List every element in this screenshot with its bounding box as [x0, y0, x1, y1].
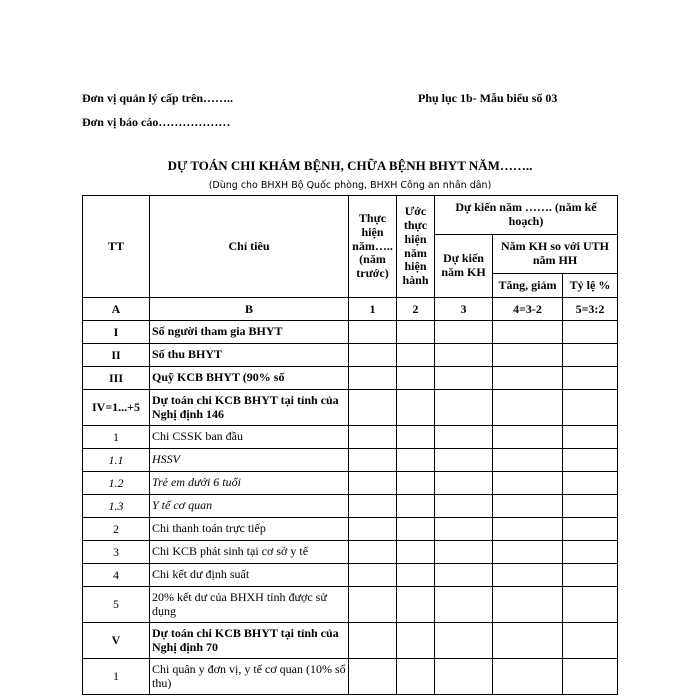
value-cell: [397, 449, 435, 472]
row-label: Y tế cơ quan: [150, 495, 349, 518]
row-label: Chi quân y đơn vị, y tế cơ quan (10% số thu): [150, 659, 349, 695]
header-ty-le: Tỷ lệ %: [563, 274, 618, 298]
header-du-kien-nam-kh: Dự kiến năm KH: [435, 235, 493, 298]
table-row: [83, 472, 618, 495]
superior-unit-label: Đơn vị quản lý cấp trên……..: [82, 91, 233, 105]
row-tt: 4: [83, 564, 150, 587]
value-cell: [349, 541, 397, 564]
header-uoc-thuc-hien: Ước thực hiện năm hiện hành: [397, 196, 435, 298]
table-row: [83, 541, 618, 564]
value-cell: [349, 587, 397, 623]
header-tang-giam: Tăng, giảm: [493, 274, 563, 298]
value-cell: [493, 495, 563, 518]
value-cell: [397, 518, 435, 541]
header-du-kien-nam: Dự kiến năm ……. (năm kế hoạch): [435, 196, 618, 235]
value-cell: [397, 321, 435, 344]
row-label: Chi kết dư định suất: [150, 564, 349, 587]
value-cell: [493, 518, 563, 541]
value-cell: [397, 623, 435, 659]
value-cell: [435, 367, 493, 390]
value-cell: [435, 472, 493, 495]
header-thuc-hien: Thực hiện năm….. (năm trước): [349, 196, 397, 298]
value-cell: [493, 659, 563, 695]
value-cell: [563, 472, 618, 495]
value-cell: [563, 390, 618, 426]
value-cell: [563, 623, 618, 659]
header-nam-kh-so-voi: Năm KH so với UTH năm HH: [493, 235, 618, 274]
value-cell: [493, 426, 563, 449]
value-cell: [563, 495, 618, 518]
value-cell: [349, 321, 397, 344]
table-row: [83, 495, 618, 518]
value-cell: [493, 587, 563, 623]
table-row: [83, 344, 618, 367]
code-a: A: [83, 298, 150, 321]
value-cell: [435, 587, 493, 623]
row-label: Số thu BHYT: [150, 344, 349, 367]
row-label: 20% kết dư của BHXH tỉnh được sử dụng: [150, 587, 349, 623]
value-cell: [435, 321, 493, 344]
row-tt: 3: [83, 541, 150, 564]
value-cell: [397, 390, 435, 426]
value-cell: [397, 495, 435, 518]
row-tt: V: [83, 623, 150, 659]
value-cell: [435, 495, 493, 518]
value-cell: [349, 344, 397, 367]
code-2: 2: [397, 298, 435, 321]
table-row: [83, 321, 618, 344]
value-cell: [397, 659, 435, 695]
value-cell: [493, 541, 563, 564]
value-cell: [397, 564, 435, 587]
value-cell: [349, 623, 397, 659]
value-cell: [349, 518, 397, 541]
value-cell: [563, 541, 618, 564]
table-row: [83, 659, 618, 695]
row-tt: 1.1: [83, 449, 150, 472]
code-1: 1: [349, 298, 397, 321]
row-label: Trẻ em dưới 6 tuổi: [150, 472, 349, 495]
value-cell: [435, 390, 493, 426]
value-cell: [435, 344, 493, 367]
document-subtitle: (Dùng cho BHXH Bộ Quốc phòng, BHXH Công an nhân dân): [208, 180, 492, 191]
header-tt: TT: [83, 196, 150, 298]
value-cell: [397, 367, 435, 390]
appendix-label: Phụ lục 1b- Mẫu biểu số 03: [418, 91, 558, 105]
value-cell: [493, 564, 563, 587]
code-5: 5=3:2: [563, 298, 618, 321]
value-cell: [493, 321, 563, 344]
code-4: 4=3-2: [493, 298, 563, 321]
estimate-table: [82, 195, 618, 695]
row-label: Chi KCB phát sinh tại cơ sở y tế: [150, 541, 349, 564]
value-cell: [397, 472, 435, 495]
value-cell: [349, 659, 397, 695]
row-label: Số người tham gia BHYT: [150, 321, 349, 344]
table-row: [83, 449, 618, 472]
value-cell: [435, 564, 493, 587]
row-label: Chi thanh toán trực tiếp: [150, 518, 349, 541]
row-tt: 1: [83, 659, 150, 695]
value-cell: [493, 367, 563, 390]
value-cell: [493, 472, 563, 495]
table-row: [83, 564, 618, 587]
table-row: [83, 426, 618, 449]
row-tt: IV=1...+5: [83, 390, 150, 426]
code-b: B: [150, 298, 349, 321]
row-label: Dự toán chi KCB BHYT tại tỉnh của Nghị định 70: [150, 623, 349, 659]
row-tt: 1.2: [83, 472, 150, 495]
value-cell: [563, 344, 618, 367]
value-cell: [349, 495, 397, 518]
value-cell: [563, 518, 618, 541]
value-cell: [563, 367, 618, 390]
header-chi-tieu: Chỉ tiêu: [150, 196, 349, 298]
value-cell: [397, 426, 435, 449]
value-cell: [563, 587, 618, 623]
document-title: DỰ TOÁN CHI KHÁM BỆNH, CHỮA BỆNH BHYT NĂM……..: [167, 158, 533, 173]
table-row: [83, 623, 618, 659]
value-cell: [349, 367, 397, 390]
value-cell: [563, 564, 618, 587]
code-3: 3: [435, 298, 493, 321]
value-cell: [563, 426, 618, 449]
row-tt: III: [83, 367, 150, 390]
table-row: [83, 587, 618, 623]
row-label: HSSV: [150, 449, 349, 472]
value-cell: [435, 426, 493, 449]
value-cell: [435, 541, 493, 564]
value-cell: [397, 344, 435, 367]
value-cell: [435, 518, 493, 541]
value-cell: [493, 344, 563, 367]
value-cell: [435, 659, 493, 695]
row-tt: II: [83, 344, 150, 367]
row-tt: 1: [83, 426, 150, 449]
row-tt: 2: [83, 518, 150, 541]
table-row: [83, 518, 618, 541]
value-cell: [493, 623, 563, 659]
value-cell: [349, 449, 397, 472]
value-cell: [349, 564, 397, 587]
value-cell: [349, 472, 397, 495]
value-cell: [493, 390, 563, 426]
row-tt: 1.3: [83, 495, 150, 518]
value-cell: [435, 623, 493, 659]
row-label: Quỹ KCB BHYT (90% số: [150, 367, 349, 390]
value-cell: [397, 587, 435, 623]
value-cell: [435, 449, 493, 472]
row-label: Chi CSSK ban đầu: [150, 426, 349, 449]
row-tt: 5: [83, 587, 150, 623]
value-cell: [397, 541, 435, 564]
row-label: Dự toán chi KCB BHYT tại tỉnh của Nghị định 146: [150, 390, 349, 426]
value-cell: [563, 321, 618, 344]
reporting-unit-label: Đơn vị báo cáo………………: [82, 115, 231, 129]
value-cell: [563, 659, 618, 695]
value-cell: [493, 449, 563, 472]
row-tt: I: [83, 321, 150, 344]
code-row: [83, 298, 618, 321]
value-cell: [349, 390, 397, 426]
table-body: [83, 321, 618, 695]
value-cell: [563, 449, 618, 472]
table-row: [83, 390, 618, 426]
value-cell: [349, 426, 397, 449]
table-row: [83, 367, 618, 390]
